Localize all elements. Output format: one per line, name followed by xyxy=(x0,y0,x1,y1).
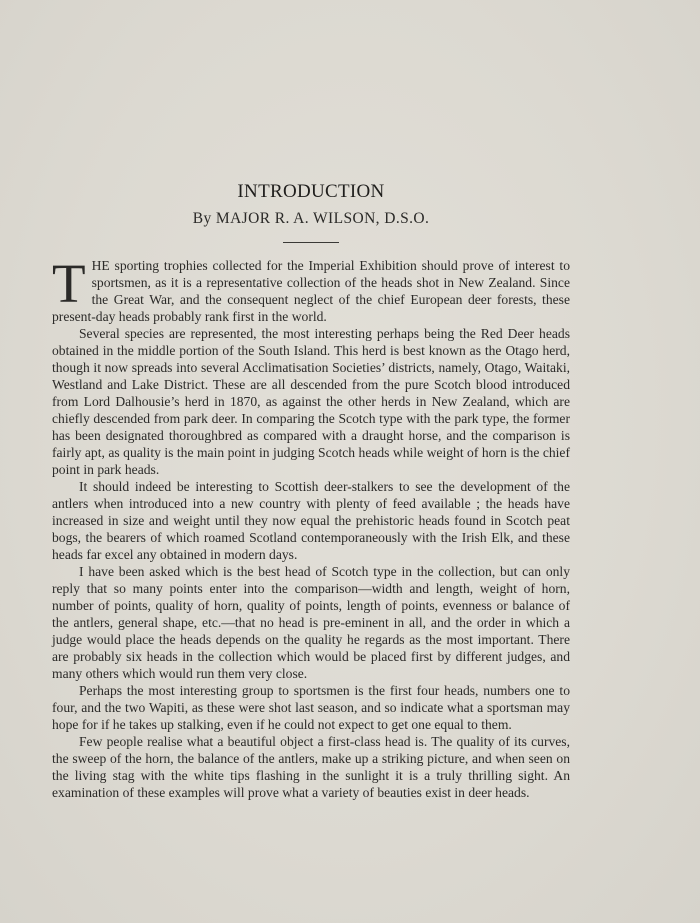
paragraph-1-text: HE sporting trophies collected for the Imperial Exhibition should prove of interest to sportsmen, as it is a representative collection of the heads shot in New Zealand. Since the Great War, and the consequent neglect of the chief European deer forests, these present-day heads probably rank first in the world. xyxy=(52,258,570,324)
paragraph-3: It should indeed be interesting to Scottish deer-stalkers to see the development of the antlers when introduced into a new country with plenty of feed available ; the heads have increased in size and weight until they now equal the prehistoric heads found in Scotch peat bogs, the bearers of which roamed Scotland contemporaneously with the Irish Elk, and these heads far excel any obtained in modern days. xyxy=(52,479,570,562)
author-byline: By MAJOR R. A. WILSON, D.S.O. xyxy=(192,210,430,227)
paragraph-2: Several species are represented, the most interesting perhaps being the Red Deer heads obtained in the middle portion of the South Island. This herd is best known as the Otago herd, though it now spreads into several Acclimatisation Societies’ districts, namely, Otago, Waitaki, Westland and Lake District. These are all descended from the pure Scotch blood introduced from Lord Dalhousie’s herd in 1870, as against the other herds in New Zealand, which are chiefly descended from park deer. In comparing the Scotch type with the park type, the former has been designated thoroughbred as compared with a draught horse, and the comparison is fairly apt, as quality is the main point in judging Scotch heads while weight of horn is the chief point in park heads. xyxy=(52,326,570,477)
paragraph-6: Few people realise what a beautiful object a first-class head is. The quality of its curves, the sweep of the horn, the balance of the antlers, make up a striking picture, and when seen on the living stag with the white tips flashing in the sunlight it is a truly thrilling sight. An examination of these examples will prove what a variety of beauties exist in deer heads. xyxy=(52,734,570,800)
page-title: INTRODUCTION xyxy=(237,181,385,202)
drop-cap: T xyxy=(52,253,86,314)
paragraph-5: Perhaps the most interesting group to sportsmen is the first four heads, numbers one to four, and the two Wapiti, as these were shot last season, and so indicate what a sportsman may hope for if he takes up stalking, even if he could not expect to get one equal to them. xyxy=(52,683,570,732)
paragraph-4: I have been asked which is the best head of Scotch type in the collection, but can only reply that so many points enter into the comparison—width and length, weight of horn, number of points, quality of horn, quality of points, length of points, evenness or balance of the antlers, general shape, etc.—that no head is pre-eminent in all, and the order in which a judge would place the heads depends on the quality he regards as the most important. There are probably six heads in the collection which would be placed first by different judges, and many others which would run them very close. xyxy=(52,564,570,681)
introduction-article xyxy=(52,180,570,801)
title-divider xyxy=(283,242,339,243)
article-body xyxy=(52,253,570,801)
paragraph-1 xyxy=(52,253,570,325)
